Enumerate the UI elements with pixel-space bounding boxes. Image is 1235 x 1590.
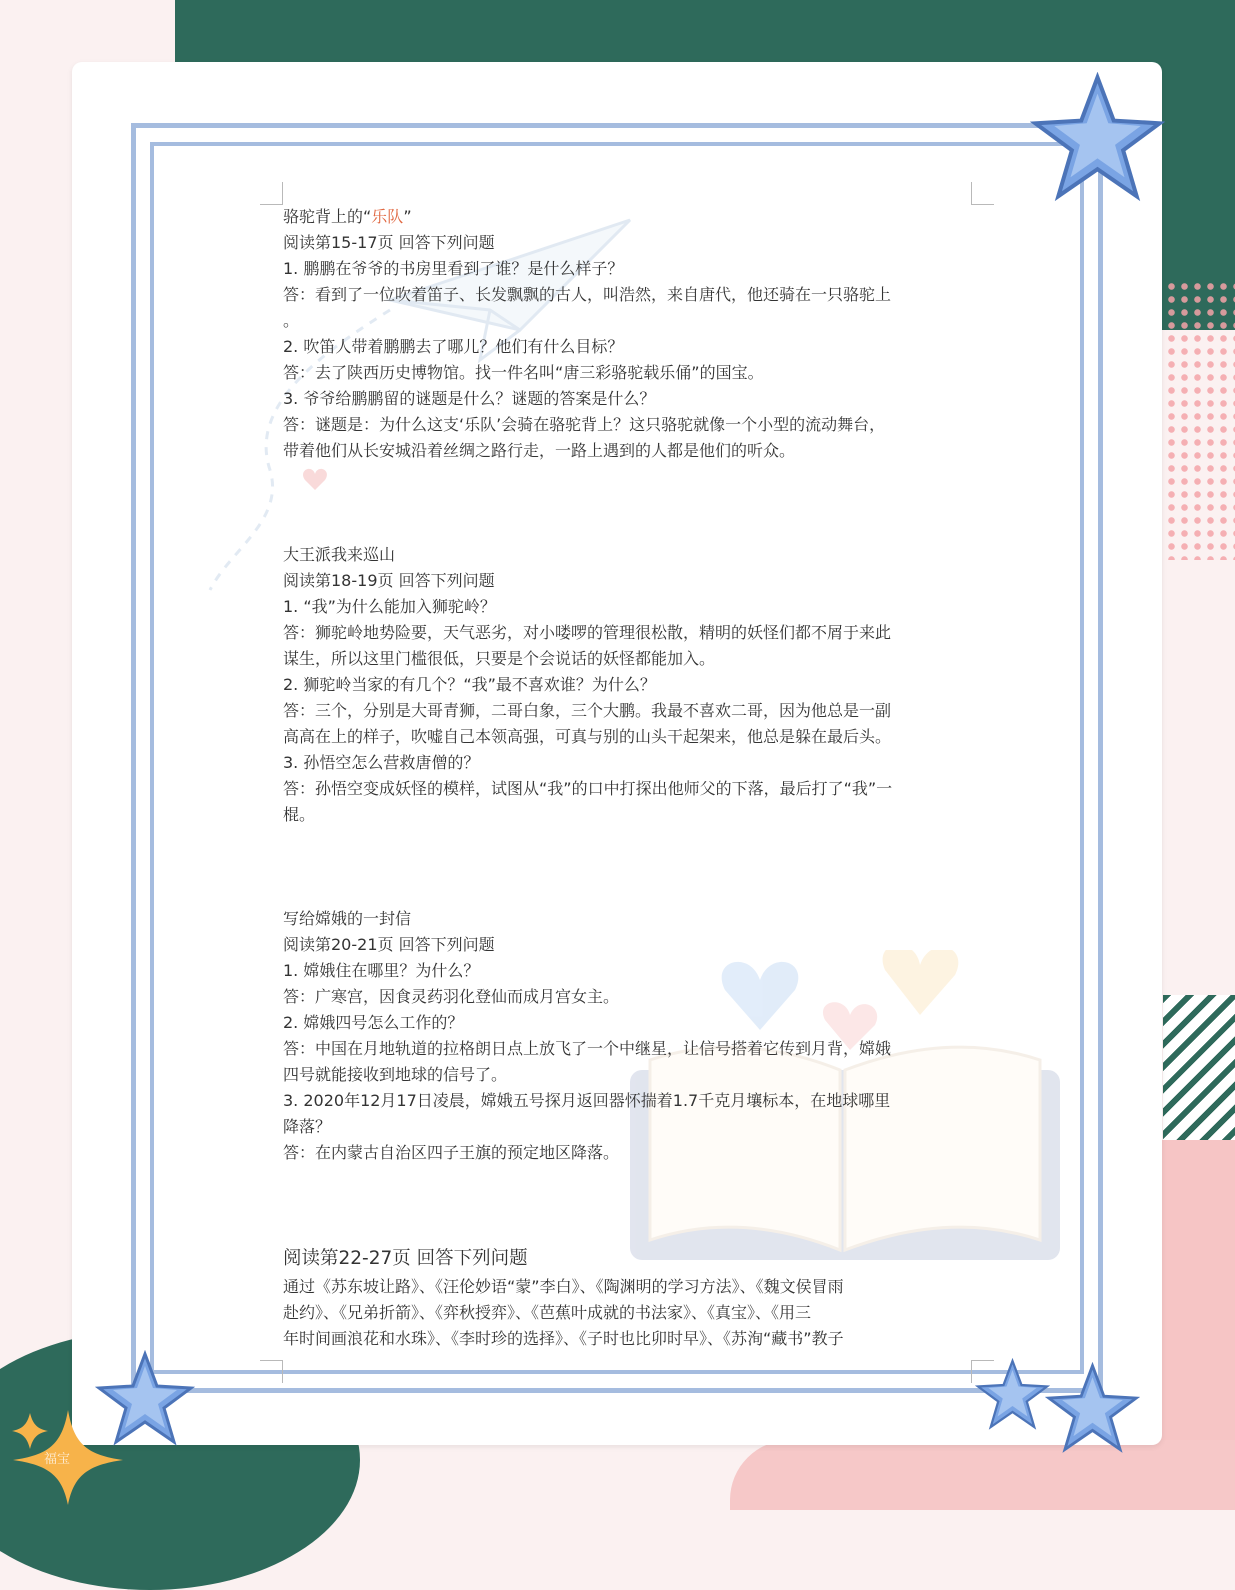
document-body [283, 204, 983, 1352]
answer-line: 答：谜题是：为什么这支‘乐队’会骑在骆驼背上？这只骆驼就像一个小型的流动舞台， [283, 415, 886, 434]
section-instruction: 阅读第20-21页 回答下列问题 [283, 935, 495, 954]
question-line: 1. 鹏鹏在爷爷的书房里看到了谁？是什么样子？ [283, 259, 624, 278]
text-line: 年时间画浪花和水珠》、《李时珍的选择》、《子时也比卯时早》、《苏洵“藏书”教子 [283, 1329, 844, 1348]
question-line: 1. 嫦娥住在哪里？为什么？ [283, 961, 480, 980]
section-camel-band [283, 204, 983, 464]
answer-line: 答：广寒宫，因食灵药羽化登仙而成月宫女主。 [283, 987, 620, 1006]
answer-line: 带着他们从长安城沿着丝绸之路行走，一路上遇到的人都是他们的听众。 [283, 441, 796, 460]
background-pink-bottom-shape [730, 1440, 1235, 1510]
watermark: 福宝 [44, 1452, 71, 1467]
answer-line: 答：看到了一位吹着笛子、长发飘飘的古人，叫浩然，来自唐代，他还骑在一只骆驼上 [283, 285, 892, 304]
section-letter-to-change [283, 906, 983, 1166]
question-line: 1. “我”为什么能加入狮驼岭？ [283, 597, 496, 616]
answer-line: 四号就能接收到地球的信号了。 [283, 1065, 508, 1084]
question-line: 2. 嫦娥四号怎么工作的？ [283, 1013, 464, 1032]
star-icon [975, 1358, 1050, 1433]
answer-line: 答：中国在月地轨道的拉格朗日点上放飞了一个中继星，让信号搭着它传到月背，嫦娥 [283, 1039, 892, 1058]
question-line: 2. 吹笛人带着鹏鹏去了哪儿？他们有什么目标？ [283, 337, 624, 356]
section-reading-22-27 [283, 1244, 983, 1352]
answer-line: 答：在内蒙古自治区四子王旗的预定地区降落。 [283, 1143, 620, 1162]
section-instruction: 阅读第22-27页 回答下列问题 [283, 1248, 528, 1269]
answer-line: 答：孙悟空变成妖怪的模样，试图从“我”的口中打探出他师父的下落，最后打了“我”一 [283, 779, 893, 798]
section-title: 大王派我来巡山 [283, 545, 396, 564]
section-instruction: 阅读第18-19页 回答下列问题 [283, 571, 495, 590]
text-line: 通过《苏东坡让路》、《汪伦妙语“蒙”李白》、《陶渊明的学习方法》、《魏文侯冒雨 [283, 1277, 844, 1296]
section-title-highlight: 乐队 [371, 207, 404, 226]
star-icon [1030, 72, 1165, 207]
section-title-part: ” [403, 207, 412, 226]
crop-mark-top-right [971, 182, 994, 205]
section-title: 写给嫦娥的一封信 [283, 909, 412, 928]
star-icon [1045, 1362, 1140, 1457]
background-stripe-pattern [1163, 995, 1235, 1150]
text-line: 赴约》、《兄弟折箭》、《弈秋授弈》、《芭蕉叶成就的书法家》、《真宝》、《用三 [283, 1303, 812, 1322]
answer-line: 答：三个，分别是大哥青狮，二哥白象，三个大鹏。我最不喜欢二哥，因为他总是一副 [283, 701, 892, 720]
question-line: 3. 爷爷给鹏鹏留的谜题是什么？谜题的答案是什么？ [283, 389, 656, 408]
question-line: 降落？ [283, 1117, 332, 1136]
section-title [283, 204, 983, 230]
section-king-patrol [283, 542, 983, 828]
sparkle-icon [8, 1405, 128, 1510]
question-line: 3. 孙悟空怎么营救唐僧的？ [283, 753, 480, 772]
section-instruction: 阅读第15-17页 回答下列问题 [283, 233, 495, 252]
question-line: 3. 2020年12月17日凌晨，嫦娥五号探月返回器怀揣着1.7千克月壤标本，在地球哪里 [283, 1091, 891, 1110]
crop-mark-bottom-left [260, 1360, 283, 1383]
crop-mark-top-left [260, 182, 283, 205]
answer-line: 高高在上的样子，吹嘘自己本领高强，可真与别的山头干起架来，他总是躲在最后头。 [283, 727, 892, 746]
answer-line: 。 [283, 311, 300, 330]
answer-line: 答：狮驼岭地势险要，天气恶劣，对小喽啰的管理很松散，精明的妖怪们都不屑于来此 [283, 623, 892, 642]
answer-line: 答：去了陕西历史博物馆。找一件名叫“唐三彩骆驼载乐俑”的国宝。 [283, 363, 764, 382]
answer-line: 棍。 [283, 805, 316, 824]
background-dot-pattern [1165, 280, 1235, 560]
question-line: 2. 狮驼岭当家的有几个？“我”最不喜欢谁？为什么？ [283, 675, 656, 694]
section-title-part: 骆驼背上的“ [283, 207, 372, 226]
answer-line: 谋生，所以这里门槛很低，只要是个会说话的妖怪都能加入。 [283, 649, 716, 668]
